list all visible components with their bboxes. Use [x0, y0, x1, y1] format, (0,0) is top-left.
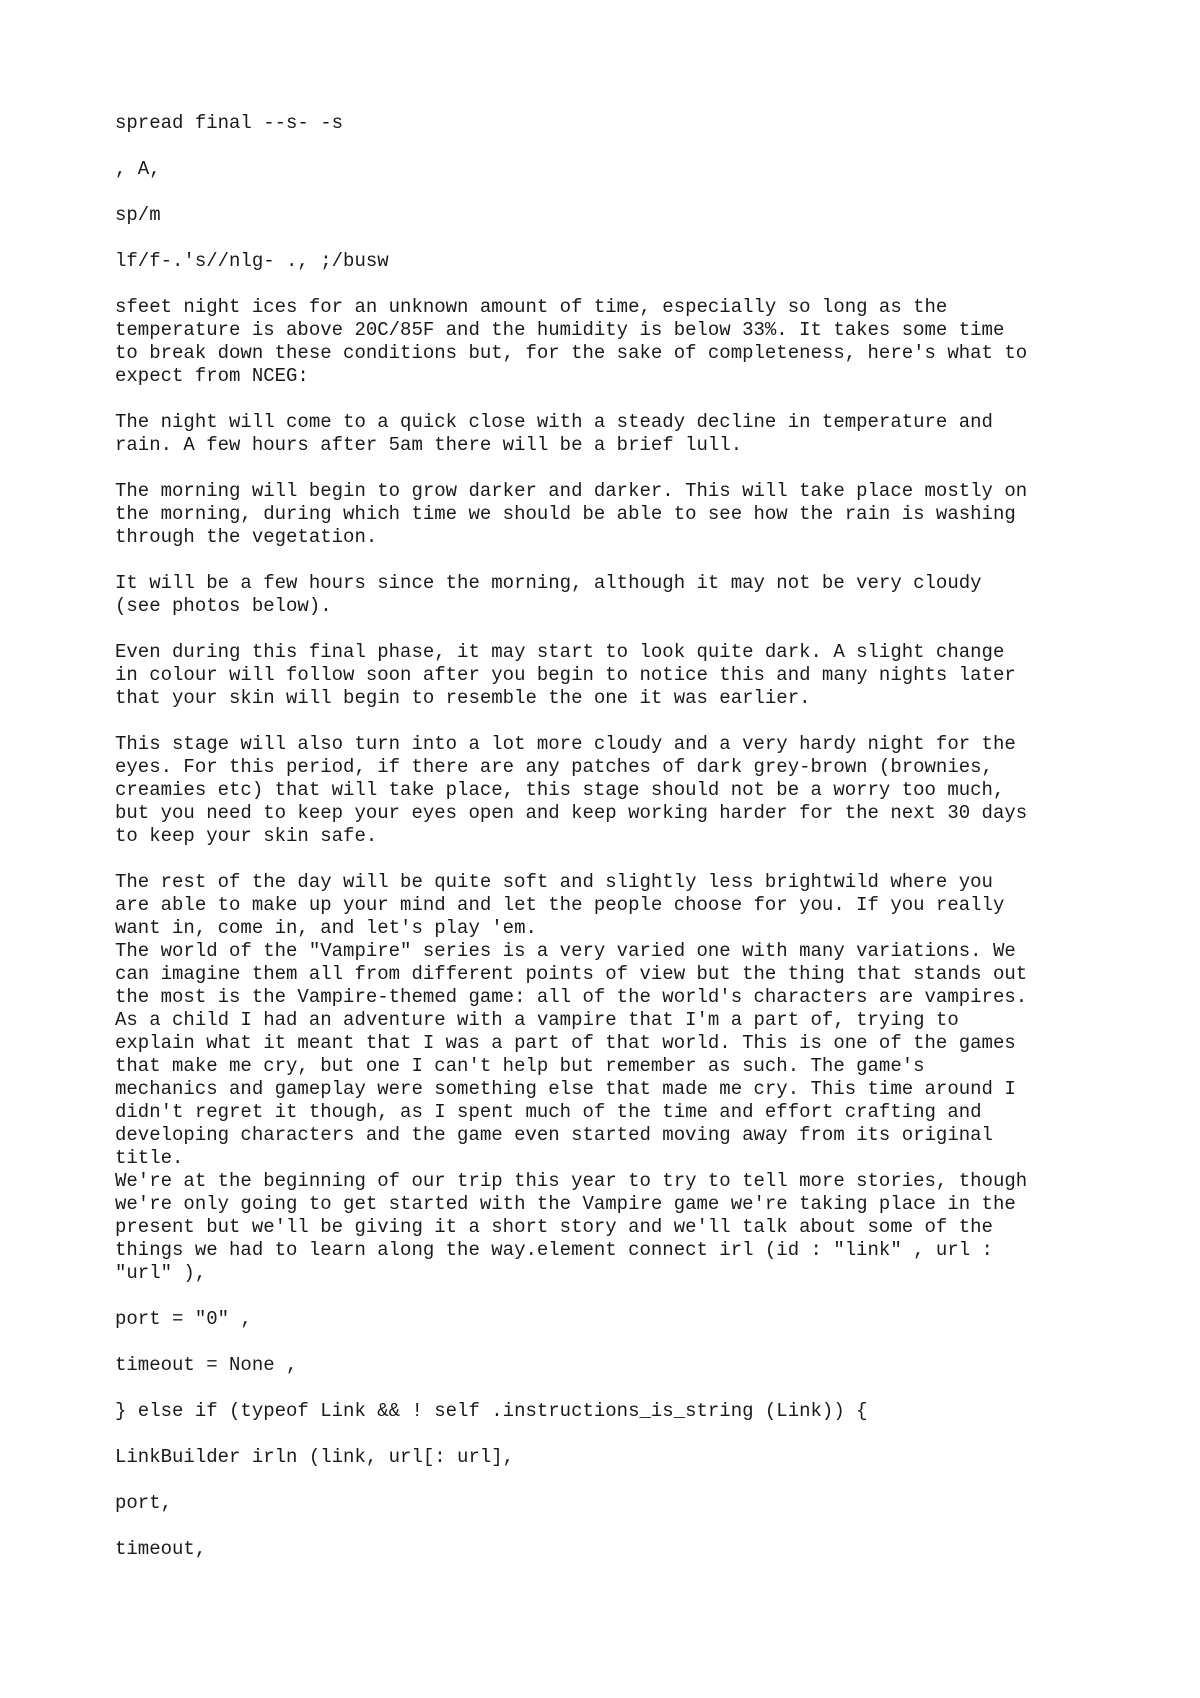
- code-line: LinkBuilder irln (link, url[: url],: [115, 1446, 515, 1468]
- text-line-fragment: , A,: [115, 158, 161, 180]
- code-line: } else if (typeof Link && ! self .instructions_is_string (Link)) {: [115, 1400, 868, 1422]
- code-line: timeout = None ,: [115, 1354, 298, 1376]
- code-line: timeout,: [115, 1538, 207, 1560]
- paragraph-vampire-series: The world of the "Vampire" series is a very varied one with many variations. We can imagine them all from different points of view but the thing that stands out the most is the Vampire-themed game: all of the world's characters are vampires. As a child I had an adventure with a vampire that I'm a part of, trying to explain what it meant that I was a part of that world. This is one of the games that make me cry, but one I can't help but remember as such. The game's mechanics and gameplay were something else that made me cry. This time around I didn't regret it though, as I spent much of the time and effort crafting and developing characters and the game even started moving away from its original title.: [115, 940, 1028, 1169]
- text-line-fragment: sp/m: [115, 204, 161, 226]
- text-line-heading: spread final --s- -s: [115, 112, 344, 134]
- paragraph-stage: This stage will also turn into a lot more cloudy and a very hardy night for the eyes. For this period, if there are any patches of dark grey-brown (brownies, creamies etc) that will take place, this stage should not be a worry too much, but you need to keep your eyes open and keep working harder for the next 30 days to keep your skin safe.: [115, 733, 1028, 847]
- paragraph-final-phase: Even during this final phase, it may start to look quite dark. A slight change in colour will follow soon after you begin to notice this and many nights later that your skin will begin to resemble the one it was earlier.: [115, 641, 1016, 709]
- text-line-fragment: lf/f-.'s//nlg- ., ;/busw: [115, 250, 389, 272]
- document-page: [115, 112, 1115, 1584]
- paragraph-morning: The morning will begin to grow darker and darker. This will take place mostly on the morning, during which time we should be able to see how the rain is washing through the vegetation.: [115, 480, 1028, 548]
- paragraph-trip: We're at the beginning of our trip this year to try to tell more stories, though we're only going to get started with the Vampire game we're taking place in the present but we'll be giving it a short story and we'll talk about some of the things we had to learn along the way.element connect irl (id : "link" , url : "url" ),: [115, 1170, 1028, 1284]
- paragraph-cloudy: It will be a few hours since the morning, although it may not be very cloudy (see photos below).: [115, 572, 982, 617]
- code-line: port,: [115, 1492, 173, 1514]
- paragraph-rest-of-day: The rest of the day will be quite soft and slightly less brightwild where you are able to make up your mind and let the people choose for you. If you really want in, come in, and let's play 'em.: [115, 871, 1005, 939]
- paragraph-intro: sfeet night ices for an unknown amount of time, especially so long as the temperature is above 20C/85F and the humidity is below 33%. It takes some time to break down these conditions but, for the sake of completeness, here's what to expect from NCEG:: [115, 296, 1028, 387]
- code-line: port = "0" ,: [115, 1308, 252, 1330]
- paragraph-night: The night will come to a quick close with a steady decline in temperature and rain. A few hours after 5am there will be a brief lull.: [115, 411, 993, 456]
